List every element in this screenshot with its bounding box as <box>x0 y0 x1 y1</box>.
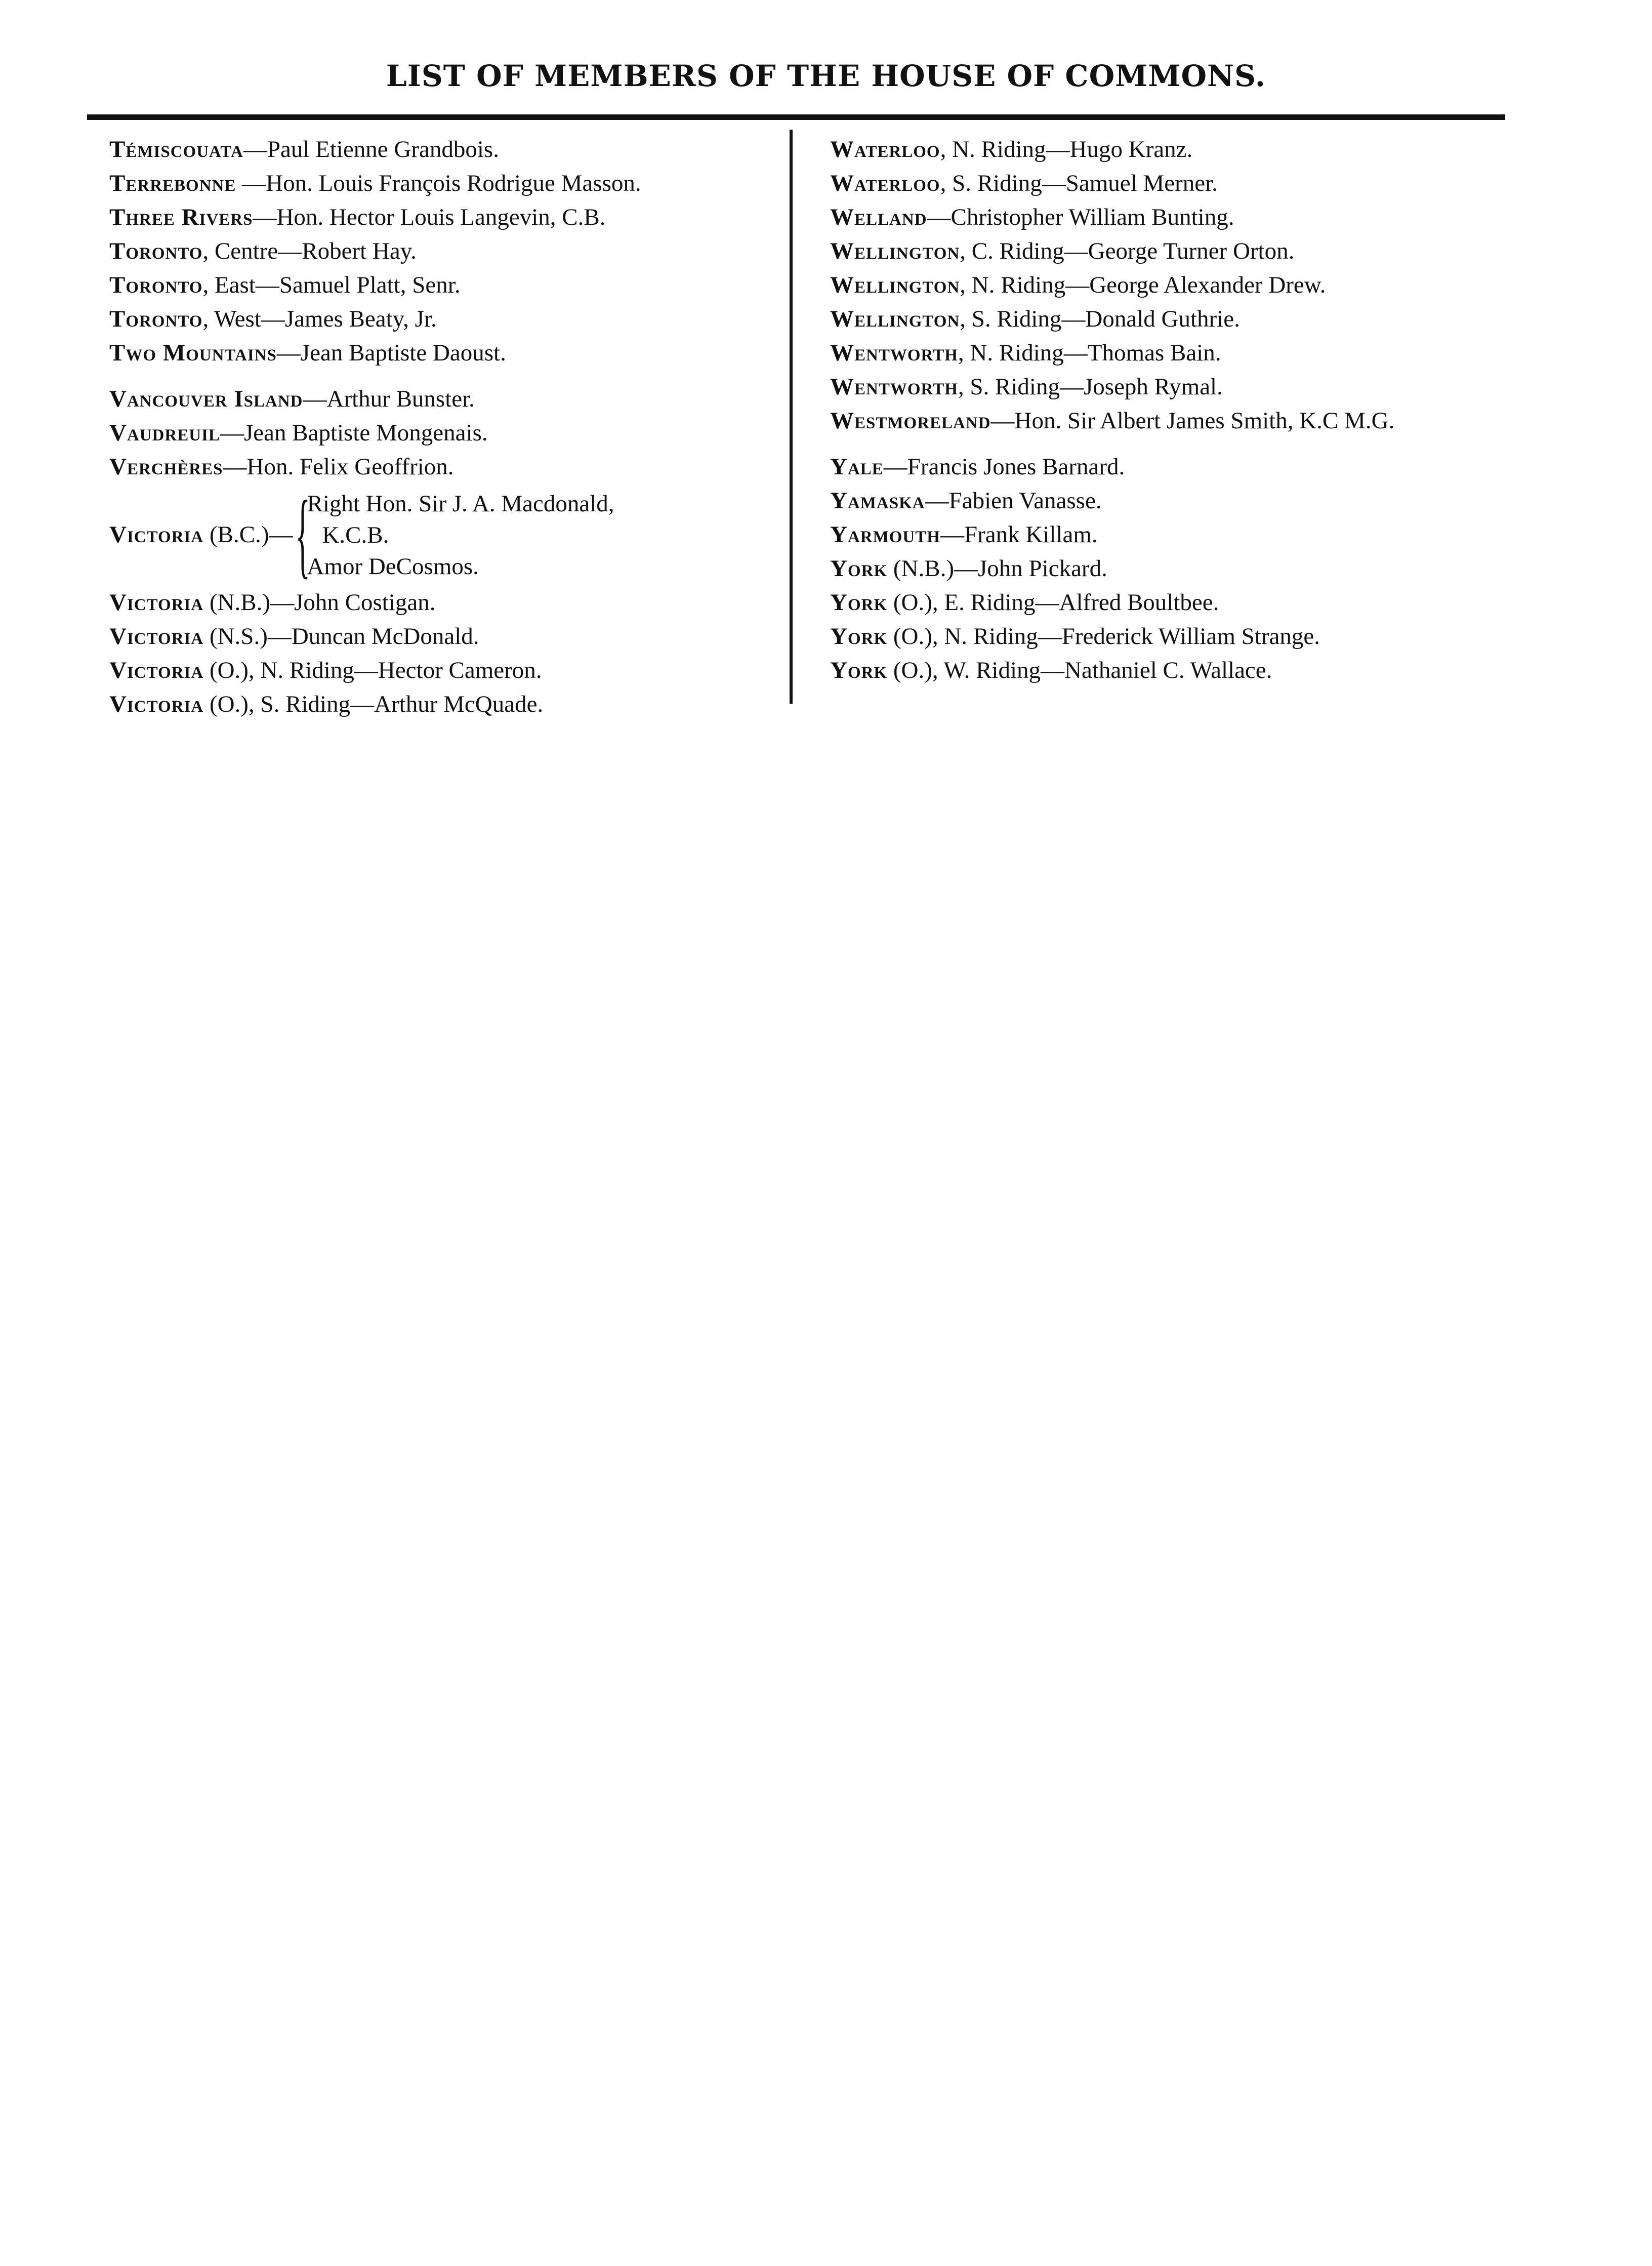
constituency-name: Wentworth <box>830 374 958 400</box>
member-name: Jean Baptiste Mongenais. <box>243 420 488 446</box>
page-title: LIST OF MEMBERS OF THE HOUSE OF COMMONS. <box>386 59 1266 93</box>
separator-dash: — <box>278 238 302 264</box>
member-name: Thomas Bain. <box>1087 340 1221 366</box>
constituency-qualifier: , N. Riding <box>960 272 1066 298</box>
constituency-name: Victoria <box>109 521 204 548</box>
member-name: Francis Jones Barnard. <box>907 454 1125 480</box>
constituency-qualifier: , N. Riding <box>940 136 1046 163</box>
separator-dash: — <box>350 691 375 717</box>
constituency-qualifier: , N. Riding <box>958 340 1064 366</box>
column-divider <box>790 130 793 704</box>
list-item <box>830 484 1394 518</box>
member-name: Duncan McDonald. <box>291 623 479 650</box>
constituency-name: Vancouver Island <box>109 386 303 412</box>
separator-dash: — <box>270 589 295 616</box>
member-name: Fabien Vanasse. <box>948 488 1102 514</box>
constituency-name: Témiscouata <box>109 136 243 163</box>
constituency-name: York <box>830 555 888 582</box>
list-item <box>109 586 641 620</box>
constituency-name: Verchères <box>109 454 223 480</box>
separator-dash: — <box>1063 340 1088 366</box>
separator-dash: — <box>261 306 285 332</box>
constituency-name: Victoria <box>109 691 204 717</box>
constituency-name: York <box>830 623 888 650</box>
list-item <box>830 518 1394 552</box>
constituency-qualifier: (N.S.) <box>203 623 268 650</box>
separator-dash: — <box>1046 136 1070 163</box>
member-name: Hon. Hector Louis Langevin, C.B. <box>276 204 606 230</box>
member-name: Frederick William Strange. <box>1061 623 1320 650</box>
constituency-name: Yamaska <box>830 488 925 514</box>
member-name: Alfred Boultbee. <box>1059 589 1219 616</box>
separator-dash: — <box>223 454 247 480</box>
constituency-qualifier: (O.), N. Riding <box>887 623 1038 650</box>
list-item <box>830 654 1394 687</box>
separator-dash: — <box>1035 589 1059 616</box>
separator-dash: — <box>940 521 964 548</box>
list-item <box>830 268 1394 302</box>
constituency-qualifier: , C. Riding <box>960 238 1064 264</box>
list-item <box>109 200 641 234</box>
member-name: Nathaniel C. Wallace. <box>1064 657 1272 683</box>
member-name: Donald Guthrie. <box>1085 306 1240 332</box>
separator-dash: — <box>1038 623 1062 650</box>
member-name: Robert Hay. <box>302 238 417 264</box>
member-name: John Pickard. <box>977 555 1107 582</box>
constituency-name: Victoria <box>109 623 204 650</box>
member-name: Hon. Felix Geoffrion. <box>246 454 454 480</box>
member-group <box>307 488 614 582</box>
constituency-qualifier: (O.), S. Riding <box>203 691 351 717</box>
constituency-qualifier: , Centre <box>202 238 278 264</box>
constituency-name: Victoria <box>109 657 204 683</box>
member-name: Hon. Sir Albert James Smith, K.C M.G. <box>1014 408 1395 434</box>
constituency-name: Waterloo <box>830 170 940 196</box>
constituency-qualifier: , S. Riding <box>960 306 1062 332</box>
member-name: Amor DeCosmos. <box>307 553 479 580</box>
member-name: K.C.B. <box>322 521 389 548</box>
separator-dash: — <box>883 454 907 480</box>
member-name: Paul Etienne Grandbois. <box>267 136 499 163</box>
separator-dash: — <box>243 136 267 163</box>
separator-dash: — <box>253 204 277 230</box>
member-name: James Beaty, Jr. <box>284 306 437 332</box>
right-column <box>830 133 1394 687</box>
constituency-name: Terrebonne <box>109 170 236 196</box>
member-name: Arthur McQuade. <box>374 691 544 717</box>
list-item <box>830 586 1394 620</box>
list-item <box>830 450 1394 484</box>
constituency-name: Toronto <box>109 238 203 264</box>
constituency-qualifier: (N.B.) <box>203 589 271 616</box>
member-name: Christopher William Bunting. <box>951 204 1234 230</box>
constituency-name: York <box>830 657 888 683</box>
separator-dash: — <box>1065 272 1090 298</box>
member-name: John Costigan. <box>294 589 436 616</box>
constituency-qualifier: , West <box>202 306 261 332</box>
member-name: George Alexander Drew. <box>1089 272 1326 298</box>
constituency-name: Wellington <box>830 238 960 264</box>
constituency-qualifier: (B.C.) <box>203 521 269 548</box>
separator-dash: — <box>220 420 244 446</box>
constituency-name: Three Rivers <box>109 204 253 230</box>
constituency-name: Yale <box>830 454 884 480</box>
separator-dash: — <box>1059 374 1084 400</box>
list-item <box>109 481 641 588</box>
constituency-qualifier: (O.), W. Riding <box>887 657 1041 683</box>
list-item <box>830 302 1394 336</box>
list-item <box>109 450 641 484</box>
list-item <box>830 552 1394 586</box>
separator-dash: — <box>236 170 266 196</box>
constituency-name: Victoria <box>109 589 204 616</box>
left-column <box>109 133 641 721</box>
list-item <box>830 234 1394 268</box>
separator-dash: — <box>925 488 949 514</box>
member-name: Right Hon. Sir J. A. Macdonald, <box>307 490 614 517</box>
member-name: Hon. Louis François Rodrigue Masson. <box>266 170 641 196</box>
list-item <box>830 133 1394 167</box>
separator-dash: — <box>269 521 293 548</box>
member-name: Arthur Bunster. <box>326 386 475 412</box>
constituency-name: Yarmouth <box>830 521 940 548</box>
member-name: Samuel Merner. <box>1065 170 1218 196</box>
separator-dash: — <box>276 340 301 366</box>
list-item <box>830 167 1394 200</box>
member-name: Hector Cameron. <box>378 657 542 683</box>
separator-dash: — <box>1061 306 1086 332</box>
constituency-label <box>109 518 293 552</box>
member-name: Samuel Platt, Senr. <box>279 272 461 298</box>
constituency-qualifier: , S. Riding <box>958 374 1060 400</box>
list-item <box>109 416 641 450</box>
constituency-qualifier: (O.), N. Riding <box>203 657 354 683</box>
constituency-qualifier: (N.B.) <box>887 555 954 582</box>
constituency-qualifier: (O.), E. Riding <box>887 589 1036 616</box>
member-name: Frank Killam. <box>964 521 1098 548</box>
constituency-qualifier: , S. Riding <box>940 170 1042 196</box>
list-item <box>109 133 641 167</box>
list-item <box>830 336 1394 370</box>
list-item <box>830 370 1394 404</box>
list-item <box>109 687 641 721</box>
separator-dash: — <box>927 204 951 230</box>
list-item <box>109 654 641 687</box>
list-item <box>830 620 1394 654</box>
constituency-name: Westmoreland <box>830 408 991 434</box>
constituency-name: Wellington <box>830 272 960 298</box>
list-item <box>109 167 641 200</box>
separator-dash: — <box>354 657 378 683</box>
constituency-name: Two Mountains <box>109 340 277 366</box>
constituency-name: Welland <box>830 204 927 230</box>
constituency-name: Vaudreuil <box>109 420 220 446</box>
constituency-name: Wentworth <box>830 340 958 366</box>
separator-dash: — <box>1041 657 1065 683</box>
separator-dash: — <box>954 555 978 582</box>
separator-dash: — <box>303 386 327 412</box>
list-item <box>109 336 641 370</box>
constituency-name: Wellington <box>830 306 960 332</box>
constituency-name: Toronto <box>109 272 203 298</box>
member-name: Hugo Kranz. <box>1069 136 1193 163</box>
constituency-name: Toronto <box>109 306 203 332</box>
separator-dash: — <box>255 272 279 298</box>
list-item <box>109 382 641 416</box>
separator-dash: — <box>1042 170 1066 196</box>
separator-dash: — <box>1064 238 1088 264</box>
list-item <box>109 234 641 268</box>
member-name: George Turner Orton. <box>1088 238 1295 264</box>
constituency-name: York <box>830 589 888 616</box>
member-name: Jean Baptiste Daoust. <box>300 340 506 366</box>
list-item <box>830 404 1394 438</box>
constituency-qualifier: , East <box>202 272 256 298</box>
separator-dash: — <box>267 623 292 650</box>
curly-brace-icon: { <box>296 481 311 588</box>
member-name: Joseph Rymal. <box>1083 374 1223 400</box>
separator-dash: — <box>990 408 1015 434</box>
list-item <box>109 302 641 336</box>
constituency-name: Waterloo <box>830 136 940 163</box>
header-rule <box>87 114 1505 120</box>
list-item <box>109 620 641 654</box>
list-item <box>830 200 1394 234</box>
list-item <box>109 268 641 302</box>
